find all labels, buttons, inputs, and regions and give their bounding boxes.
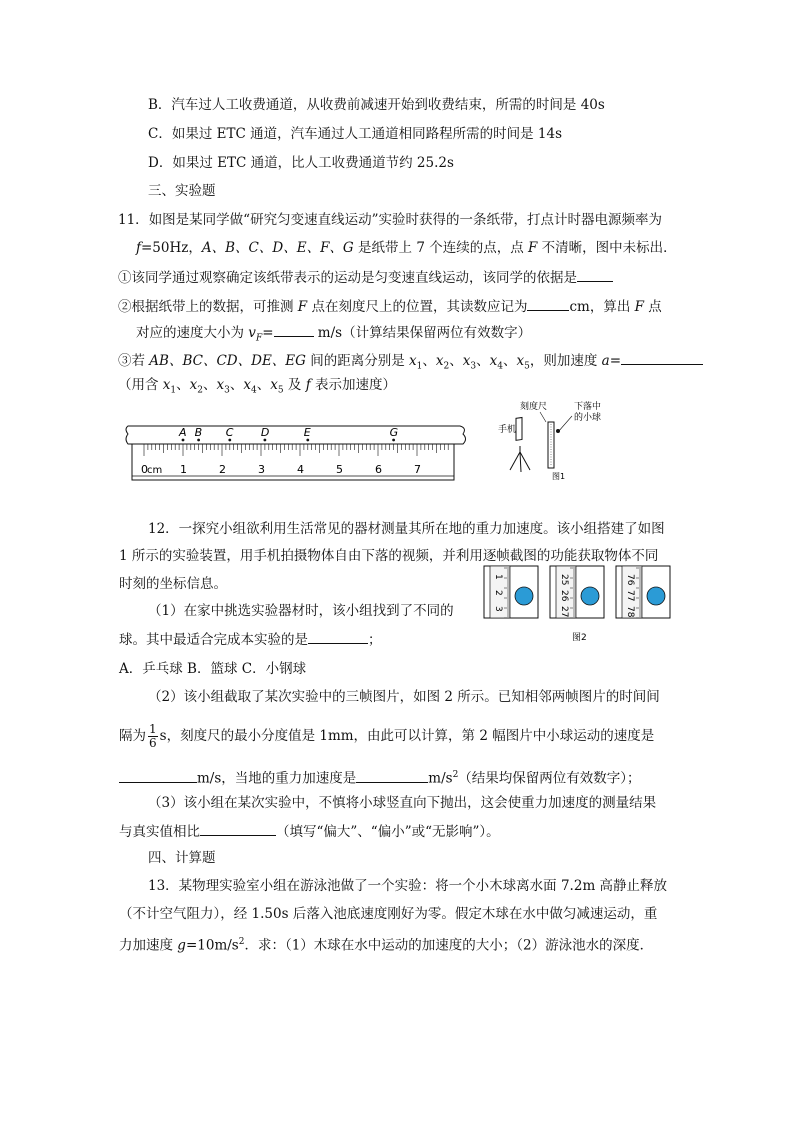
frame-scale-label: 2 — [493, 590, 503, 596]
answer-blank-2[interactable] — [527, 296, 569, 311]
phone-icon — [516, 418, 522, 441]
ruler-tick-label: 0 — [141, 463, 148, 476]
fig1-ball-label-2: 的小球 — [574, 413, 602, 423]
ruler-tick-label: 3 — [258, 463, 265, 476]
ruler-unit: cm — [147, 465, 163, 476]
q12-p1a: （1）在家中挑选实验器材时，该小组找到了不同的 — [148, 603, 454, 619]
tape-point-label: B — [194, 426, 203, 439]
ruler-tick-label: 2 — [219, 463, 226, 476]
frame-scale-label: 1 — [493, 574, 503, 580]
figure-2 — [480, 560, 680, 644]
q12-p3b: 与真实值相比 （填写“偏大”、“偏小”或“无影响”）。 — [119, 821, 500, 842]
frame-ball — [515, 587, 533, 605]
fig1-ball-label-1: 下落中 — [574, 402, 602, 412]
tape-point-dot — [228, 439, 231, 442]
answer-blank-6[interactable] — [119, 768, 197, 783]
frame-scale-label: 77 — [625, 590, 635, 602]
tape-point-dot — [306, 439, 309, 442]
tape-point-label: D — [260, 426, 270, 439]
answer-blank-4[interactable] — [621, 350, 703, 365]
tape-point-dot — [264, 439, 267, 442]
answer-blank-5[interactable] — [308, 629, 368, 644]
frame-scale-label: 27 — [559, 606, 569, 618]
tape-point-label: A — [179, 426, 187, 439]
answer-blank-1[interactable] — [577, 267, 613, 282]
answer-blank-8[interactable] — [200, 821, 276, 836]
answer-blank-7[interactable] — [356, 768, 428, 783]
q11-sub2: ②根据纸带上的数据，可推测 F 点在刻度尺上的位置，其读数应记为 cm，算出 F 点 — [118, 296, 662, 317]
fig1-phone-label: 手机 — [498, 425, 517, 435]
tape-point-label: G — [389, 426, 399, 439]
fig1-caption: 图1 — [552, 472, 566, 481]
q13-line1: 13．某物理实验室小组在游泳池做了一个实验：将一个小木球离水面 7.2m 高静止释放 — [148, 878, 668, 894]
tape-point-label: E — [303, 426, 311, 439]
tape-point-label: C — [225, 426, 234, 439]
fig2-caption: 图2 — [572, 633, 587, 643]
q11-number: 11． — [118, 212, 149, 228]
q12-p3a: （3）该小组在某次实验中，不慎将小球竖直向下抛出，这会使重力加速度的测量结果 — [148, 795, 657, 811]
q13-line2: （不计空气阻力），经 1.50s 后落入池底速度刚好为零。假定木球在水中做匀减速运动，重 — [119, 906, 658, 922]
q11-line2: f=50Hz，A、B、C、D、E、F、G 是纸带上 7 个连续的点，点 F 不清晰，图中未标出． — [136, 240, 677, 256]
q12-choices: A．乒乓球 B．篮球 C．小钢球 — [119, 661, 307, 677]
frame-scale-label: 3 — [493, 606, 503, 612]
q12-line3: 时刻的坐标信息。 — [119, 576, 227, 592]
falling-ball — [556, 429, 560, 433]
section-calculation: 四、计算题 — [148, 850, 216, 866]
q12-p2d: m/s，当地的重力加速度是 $m/s^2$（结果均保留两位有效数字）； — [119, 765, 641, 789]
q11-sub3-cont: （用含 $x_1$、$x_2$、$x_3$、$x_4$、$x_5$ 及 f 表示加速度） — [118, 377, 396, 396]
q12-p2a: （2）该小组截取了某次实验中的三帧图片，如图 2 所示。已知相邻两帧图片的时间间 — [148, 689, 660, 705]
tape-point-dot — [197, 439, 200, 442]
frames — [484, 566, 670, 618]
frame-ball — [581, 587, 599, 605]
ruler-tick-label: 1 — [180, 463, 187, 476]
q13-line3: 力加速度 $g=10m/s^2$．求：（1）木球在水中运动的加速度的大小；（2）游泳池水的深度． — [119, 937, 654, 954]
q12-line1: 12．一探究小组欲利用生活常见的器材测量其所在地的重力加速度。该小组搭建了如图 — [148, 521, 665, 537]
fraction: $\frac{1}{6}$ — [149, 722, 157, 750]
option-d: D．如果过 ETC 通道，比人工收费通道节约 25.2s — [148, 155, 454, 171]
frame-scale-label: 26 — [559, 590, 569, 602]
frame-scale-label: 25 — [559, 574, 569, 586]
option-b: B．汽车过人工收费通道，从收费前减速开始到收费结束，所需的时间是 40s — [148, 97, 605, 113]
fig1-ruler-label: 刻度尺 — [520, 402, 548, 412]
q11-sub2-cont: 对应的速度大小为 $v_F= m/s$（计算结果保留两位有效数字） — [136, 322, 531, 349]
q11-line1: 11．如图是某同学做“研究匀变速直线运动”实验时获得的一条纸带，打点计时器电源频率为 — [118, 212, 662, 228]
q11-sub3: ③若 AB、BC、CD、DE、EG 间的距离分别是 $x_1$、$x_2$、$x_3$、$x_4$、$x_5$，则加速度 a= — [118, 350, 703, 377]
frame-scale-label: 78 — [625, 606, 635, 618]
section-experiment: 三、实验题 — [148, 183, 216, 199]
ruler-tick-label: 6 — [375, 463, 382, 476]
figure-1 — [490, 396, 650, 486]
ruler-figure — [124, 420, 470, 488]
q12-p2b: 隔为 $\frac{1}{6}$ s，刻度尺的最小分度值是 1mm，由此可以计算，第 2 幅图片中小球运动的速度是 — [119, 722, 655, 750]
ruler-tick-label: 4 — [297, 463, 304, 476]
frame-ball — [647, 587, 665, 605]
answer-blank-3[interactable] — [274, 322, 314, 337]
tape-point-dot — [182, 439, 185, 442]
paper-tape — [126, 426, 466, 444]
ruler-tick-label: 7 — [414, 463, 421, 476]
tape-point-dot — [392, 439, 395, 442]
q12-p1b: 球。其中最适合完成本实验的是 ； — [119, 629, 382, 650]
q12-line2: 1 所示的实验装置，用手机拍摄物体自由下落的视频，并利用逐帧截图的功能获取物体不同 — [119, 548, 659, 564]
q11-sub1: ①该同学通过观察确定该纸带表示的运动是匀变速直线运动，该同学的依据是 — [118, 267, 613, 288]
frame-scale-label: 76 — [625, 574, 635, 586]
option-c: C．如果过 ETC 通道，汽车通过人工通道相同路程所需的时间是 14s — [148, 126, 562, 142]
ruler-tick-label: 5 — [336, 463, 343, 476]
